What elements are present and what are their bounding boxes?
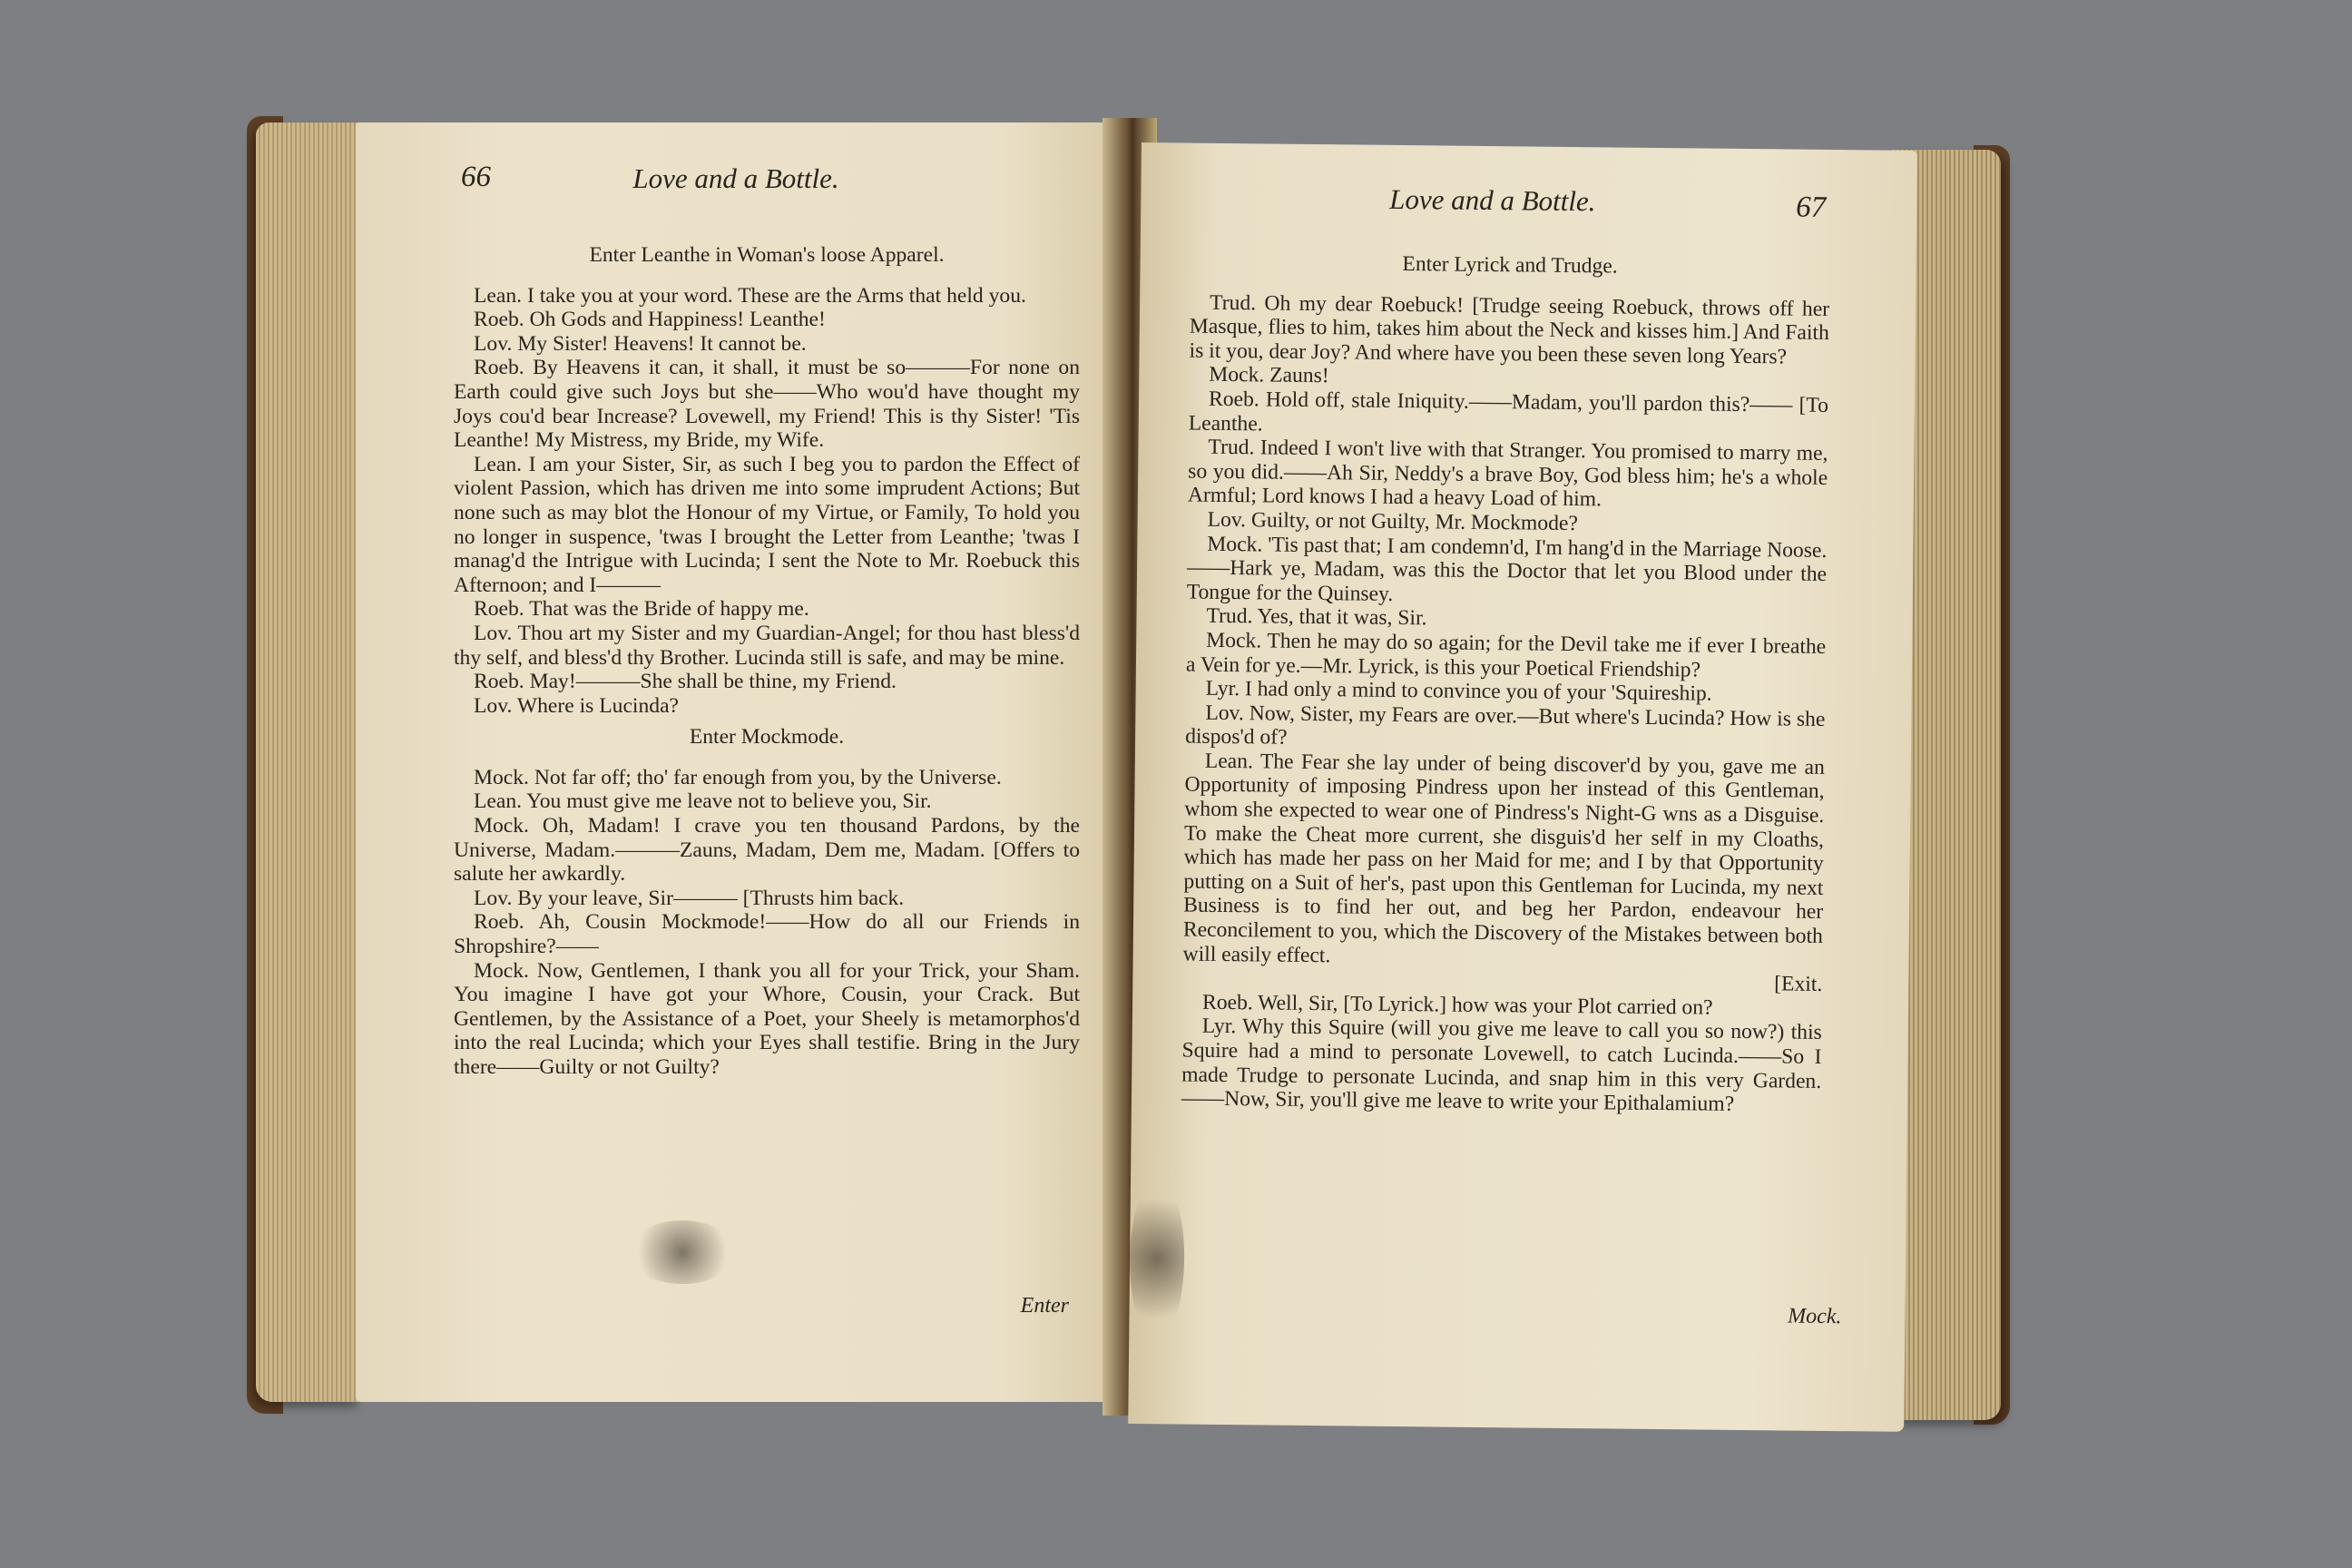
- dialogue-line: Mock. Not far off; tho' far enough from you, by the Universe.: [474, 765, 1002, 789]
- stage-direction: Enter Mockmode.: [689, 725, 845, 750]
- dialogue-line: Mock. Then he may do so again; for the Devil take me if ever I breathe a Vein for ye.—Mr. Lyrick, is this your Poetical Friendship?: [1185, 628, 1827, 681]
- dialogue-line: Roeb. That was the Bride of happy me.: [474, 597, 809, 622]
- left-page-edges: [256, 122, 360, 1402]
- stage-direction: Enter Lyrick and Trudge.: [1402, 252, 1618, 279]
- dialogue-line: Trud. Indeed I won't live with that Stranger. You promised to marry me, so you did.——Ah Sir, Neddy's a brave Boy, God bless him; he's a whole Armful; Lord knows I had a heavy Load of him.: [1187, 435, 1828, 512]
- dialogue-line: Roeb. Oh Gods and Happiness! Leanthe!: [474, 308, 826, 332]
- left-catchword: Enter: [1020, 1294, 1069, 1318]
- left-page-text: [454, 236, 1080, 1080]
- dialogue-line: Lyr. I had only a mind to convince you of your 'Squireship.: [1205, 676, 1712, 706]
- dialogue-line: Lov. Where is Lucinda?: [474, 693, 680, 718]
- dialogue-line: Lean. The Fear she lay under of being discover'd by you, gave me an Opportunity of imposing Pindress upon her instead of this Gentleman, whom she expected to wear one of Pindress's Night-G wns as a Disguise. To make the Cheat more current, she disguis'd her self in my Cloaths, which has made her pass on her Maid for me; and I by that Opportunity putting on a Suit of her's, past upon this Gentleman for Lucinda, my next Business is to find her out, and beg her Pardon, endeavour her Reconcilement to you, which the Discovery of the Mistakes between both will easily effect.: [1182, 749, 1825, 967]
- dialogue-line: Trud. Oh my dear Roebuck! [Trudge seeing Roebuck, throws off her Masque, flies to him, takes him about the Neck and kisses him.] And Faith is it you, dear Joy? And where have you been these seven long Years?: [1189, 290, 1830, 369]
- right-running-title: Love and a Bottle.: [1389, 182, 1596, 218]
- exit-direction: [Exit.: [1774, 972, 1823, 997]
- stage-direction: Enter Leanthe in Woman's loose Apparel.: [589, 243, 945, 267]
- ink-blot: [1129, 1177, 1185, 1341]
- dialogue-line: Lov. Guilty, or not Guilty, Mr. Mockmode?: [1207, 507, 1579, 535]
- right-page-number: 67: [1796, 191, 1827, 224]
- dialogue-line: Lean. I take you at your word. These are the Arms that held you.: [474, 283, 1026, 308]
- left-running-title: Love and a Bottle.: [632, 162, 839, 194]
- dialogue-line: Lov. My Sister! Heavens! It cannot be.: [474, 331, 807, 356]
- left-page-number: 66: [461, 161, 491, 193]
- dialogue-line: Lov. By your leave, Sir——— [Thrusts him back.: [474, 886, 905, 910]
- dialogue-line: Mock. 'Tis past that; I am condemn'd, I'm hang'd in the Marriage Noose.——Hark ye, Madam, was this the Doctor that let you Blood under the Tongue for the Quinsey.: [1186, 532, 1828, 606]
- dialogue-line: Lov. Now, Sister, my Fears are over.—But where's Lucinda? How is she dispos'd of?: [1185, 701, 1826, 750]
- dialogue-line: Mock. Zauns!: [1209, 363, 1329, 388]
- dialogue-line: Roeb. Well, Sir, [To Lyrick.] how was your Plot carried on?: [1201, 990, 1713, 1020]
- right-page: [1128, 142, 1917, 1432]
- right-catchword: Mock.: [1788, 1304, 1842, 1329]
- dialogue-line: Lov. Thou art my Sister and my Guardian-Angel; for thou hast bless'd thy self, and bless'd thy Brother. Lucinda still is safe, and may be mine.: [454, 621, 1080, 670]
- dialogue-line: Roeb. Ah, Cousin Mockmode!——How do all our Friends in Shropshire?——: [454, 910, 1080, 959]
- dialogue-line: Roeb. Hold off, stale Iniquity.——Madam, you'll pardon this?—— [To Leanthe.: [1188, 387, 1829, 436]
- dialogue-line: Mock. Oh, Madam! I crave you ten thousand Pardons, by the Universe, Madam.———Zauns, Madam, Dem me, Madam. [Offers to salute her awkardly.: [454, 814, 1080, 887]
- dialogue-line: Lean. You must give me leave not to believe you, Sir.: [474, 789, 932, 814]
- dialogue-line: Trud. Yes, that it was, Sir.: [1206, 604, 1427, 631]
- dialogue-line: Mock. Now, Gentlemen, I thank you all for your Trick, your Sham. You imagine I have got your Whore, Cousin, your Crack. But Gentlemen, by the Assistance of a Poet, your Sheely is metamorphos'd into the real Lucinda; which your Eyes shall testifie. Bring in the Jury there——Guilty or not Guilty?: [454, 958, 1080, 1079]
- right-header: [1141, 181, 1916, 234]
- dialogue-line: Roeb. May!———She shall be thine, my Friend.: [474, 670, 897, 694]
- left-header: [356, 161, 1116, 206]
- dialogue-line: Lean. I am your Sister, Sir, as such I beg you to pardon the Effect of violent Passion, which has driven me into some imprudent Actions; But none such as may blot the Honour of my Virtue, or Family, To hold you no longer in suspence, 'twas I brought the Letter from Leanthe; 'twas I manag'd the Intrigue with Lucinda; I sent the Note to Mr. Roebuck this Afternoon; and I———: [454, 452, 1080, 597]
- left-page: [356, 122, 1116, 1402]
- right-page-text: [1181, 243, 1830, 1118]
- dialogue-line: Lyr. Why this Squire (will you give me leave to call you so now?) this Squire had a mind to personate Lovewell, to catch Lucinda.——So I made Trudge to personate Lucinda, and snap him in this very Garden.——Now, Sir, you'll give me leave to write your Epithalamium?: [1181, 1014, 1822, 1117]
- dialogue-line: Roeb. By Heavens it can, it shall, it must be so———For none on Earth could give such Joys but she——Who wou'd have thought my Joys cou'd bear Increase? Lovewell, my Friend! This is thy Sister! 'Tis Leanthe! My Mistress, my Bride, my Wife.: [454, 356, 1080, 453]
- ink-blot: [628, 1220, 737, 1284]
